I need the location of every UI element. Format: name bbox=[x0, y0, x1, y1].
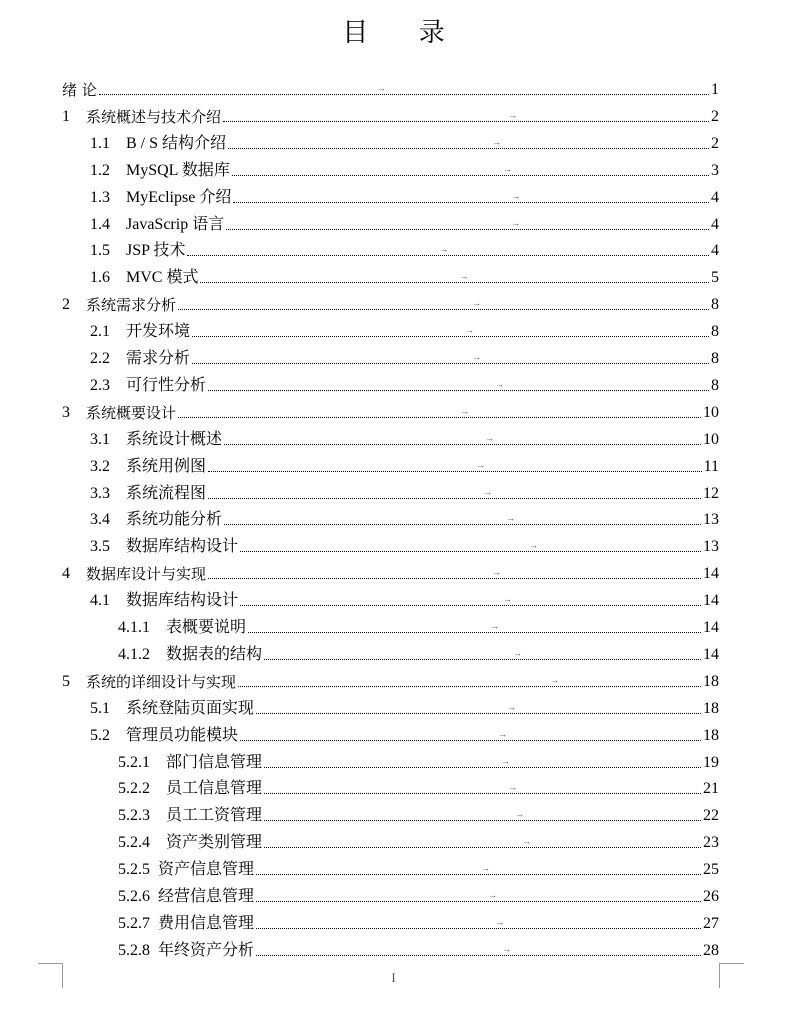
toc-entry-number: 2 bbox=[62, 296, 70, 314]
toc-entry[interactable] bbox=[118, 910, 719, 934]
toc-entry-page: 26 bbox=[703, 888, 719, 905]
toc-dot-leader bbox=[224, 513, 701, 525]
toc-entry-label: B / S 结构介绍 bbox=[126, 134, 227, 152]
toc-entry-page: 4 bbox=[711, 188, 719, 206]
toc-entry-number: 2.2 bbox=[90, 350, 110, 367]
toc-dot-leader bbox=[256, 916, 701, 929]
toc-dot-leader bbox=[178, 298, 709, 310]
toc-entry-page: 10 bbox=[703, 403, 719, 421]
toc-entry[interactable] bbox=[118, 775, 719, 799]
toc-entry-label: 经营信息管理 bbox=[158, 888, 255, 905]
toc-entry-number: 3.2 bbox=[90, 457, 110, 475]
toc-entry-page: 12 bbox=[703, 484, 719, 502]
toc-entry-label: 系统登陆页面实现 bbox=[126, 699, 255, 717]
tab-mark-icon: → bbox=[522, 836, 532, 847]
page-title: 目 录 bbox=[342, 18, 467, 47]
toc-entry-page: 1 bbox=[711, 81, 719, 98]
toc-entry-number: 3.4 bbox=[90, 511, 110, 529]
toc-dot-leader bbox=[208, 378, 709, 391]
toc-dot-leader bbox=[208, 486, 701, 499]
toc-entry[interactable] bbox=[90, 722, 719, 746]
toc-dot-leader bbox=[228, 136, 709, 149]
toc-entry-label: 管理员功能模块 bbox=[126, 726, 239, 744]
toc-entry-number: 3.5 bbox=[90, 538, 110, 556]
tab-mark-icon: → bbox=[465, 325, 475, 336]
toc-entry-page: 14 bbox=[703, 592, 719, 610]
toc-entry-label: 开发环境 bbox=[126, 323, 191, 341]
toc-entry[interactable] bbox=[90, 533, 719, 557]
toc-dot-leader bbox=[99, 83, 709, 95]
toc-entry-page: 4 bbox=[711, 242, 719, 260]
toc-entry[interactable] bbox=[118, 802, 719, 826]
tab-mark-icon: → bbox=[550, 674, 560, 685]
toc-entry-label: 资产信息管理 bbox=[158, 861, 255, 879]
tab-mark-icon: → bbox=[483, 486, 493, 497]
tab-mark-icon: → bbox=[492, 567, 502, 578]
toc-entry-page: 13 bbox=[703, 511, 719, 529]
toc-entry-page: 14 bbox=[703, 619, 719, 636]
toc-entry-page: 2 bbox=[711, 134, 719, 152]
toc-entry-number: 1 bbox=[62, 107, 70, 125]
toc-entry-page: 2 bbox=[711, 107, 719, 125]
toc-dot-leader bbox=[192, 352, 709, 364]
toc-dot-leader bbox=[226, 217, 709, 230]
toc-entry-number: 5.2.5 bbox=[118, 861, 150, 879]
toc-entry[interactable] bbox=[62, 668, 719, 692]
toc-entry-label: 系统用例图 bbox=[126, 457, 207, 475]
toc-entry-number: 4.1.1 bbox=[118, 619, 150, 636]
toc-entry-page: 18 bbox=[703, 726, 719, 744]
toc-dot-leader bbox=[232, 163, 709, 176]
page-number-footer: I bbox=[391, 970, 396, 985]
tab-mark-icon: → bbox=[529, 540, 539, 551]
toc-entry-page: 10 bbox=[703, 430, 719, 448]
toc-dot-leader bbox=[192, 325, 709, 337]
tab-mark-icon: → bbox=[492, 136, 502, 147]
toc-entry-label: MVC 模式 bbox=[126, 269, 199, 287]
toc-entry-number: 3.3 bbox=[90, 484, 110, 502]
toc-entry[interactable] bbox=[90, 318, 719, 342]
toc-entry-label: 系统概要设计 bbox=[86, 403, 177, 422]
toc-entry-number: 1.2 bbox=[90, 161, 110, 179]
toc-entry-label: 系统需求分析 bbox=[86, 296, 177, 315]
toc-dot-leader bbox=[256, 890, 701, 902]
toc-entry-number: 1.4 bbox=[90, 215, 110, 233]
toc-dot-leader bbox=[256, 701, 701, 714]
toc-entry-number: 4.1.2 bbox=[118, 645, 150, 663]
toc-dot-leader bbox=[208, 459, 702, 472]
toc-entry-number: 2.1 bbox=[90, 323, 110, 341]
tab-mark-icon: → bbox=[476, 459, 486, 470]
tab-mark-icon: → bbox=[508, 782, 518, 793]
toc-entry-page: 27 bbox=[703, 914, 719, 932]
toc-entry-number: 5.2.6 bbox=[118, 888, 150, 905]
toc-entry[interactable] bbox=[90, 237, 719, 261]
toc-dot-leader bbox=[233, 190, 709, 203]
tab-mark-icon: → bbox=[459, 271, 469, 282]
toc-entry-label: 数据表的结构 bbox=[166, 645, 263, 663]
toc-dot-leader bbox=[240, 728, 701, 741]
tab-mark-icon: → bbox=[490, 621, 500, 631]
toc-entry-number: 3.1 bbox=[90, 430, 110, 448]
toc-entry-number: 4.1 bbox=[90, 592, 110, 610]
toc-entry[interactable] bbox=[118, 856, 719, 880]
toc-dot-leader bbox=[200, 271, 709, 283]
toc-entry[interactable] bbox=[90, 157, 719, 181]
tab-mark-icon: → bbox=[495, 378, 505, 389]
toc-dot-leader bbox=[208, 567, 701, 579]
tab-mark-icon: → bbox=[481, 863, 491, 874]
toc-entry-label: 员工信息管理 bbox=[166, 780, 263, 798]
toc-entry[interactable] bbox=[90, 506, 719, 530]
toc-entry[interactable] bbox=[118, 829, 719, 853]
toc-entry-label: JSP 技术 bbox=[126, 242, 186, 260]
toc-entry[interactable] bbox=[90, 587, 719, 611]
toc-entry[interactable] bbox=[62, 76, 719, 100]
toc-entry-page: 14 bbox=[703, 565, 719, 583]
toc-entry[interactable] bbox=[90, 264, 719, 288]
toc-entry-number: 5.2 bbox=[90, 726, 110, 744]
toc-entry[interactable] bbox=[118, 641, 719, 665]
toc-entry-page: 18 bbox=[703, 699, 719, 717]
toc-entry-page: 28 bbox=[703, 941, 719, 959]
tab-mark-icon: → bbox=[513, 647, 523, 658]
toc-dot-leader bbox=[264, 809, 701, 821]
toc-dot-leader bbox=[178, 405, 701, 418]
toc-entry-number: 5.2.8 bbox=[118, 941, 150, 959]
toc-dot-leader bbox=[264, 755, 701, 768]
toc-dot-leader bbox=[187, 244, 709, 256]
tab-mark-icon: → bbox=[506, 513, 516, 524]
toc-entry-page: 14 bbox=[703, 645, 719, 663]
toc-entry-page: 19 bbox=[703, 753, 719, 771]
toc-entry-number: 5.2.2 bbox=[118, 780, 150, 798]
toc-entry[interactable] bbox=[90, 130, 719, 154]
toc-dot-leader bbox=[248, 621, 701, 633]
toc-entry[interactable] bbox=[90, 695, 719, 719]
toc-entry-page: 8 bbox=[711, 296, 719, 314]
tab-mark-icon: → bbox=[495, 916, 505, 927]
toc-entry[interactable] bbox=[62, 103, 719, 127]
toc-entry-label: 部门信息管理 bbox=[166, 753, 263, 771]
toc-entry-page: 4 bbox=[711, 215, 719, 233]
toc-entry[interactable] bbox=[90, 184, 719, 208]
toc-dot-leader bbox=[224, 432, 701, 445]
toc-dot-leader bbox=[264, 782, 701, 794]
toc-entry-page: 11 bbox=[703, 457, 719, 475]
toc-entry-page: 8 bbox=[711, 350, 719, 367]
tab-mark-icon: → bbox=[501, 755, 511, 766]
toc-entry-page: 3 bbox=[711, 161, 719, 179]
toc-entry-number: 5 bbox=[62, 672, 70, 690]
toc-entry-label: 数据库结构设计 bbox=[126, 592, 239, 610]
toc-entry-label: 年终资产分析 bbox=[158, 941, 255, 959]
tab-mark-icon: → bbox=[460, 405, 470, 416]
toc-entry-label: 系统流程图 bbox=[126, 484, 207, 502]
toc-entry-label: 绪 论 bbox=[62, 81, 97, 99]
toc-entry-number: 1.6 bbox=[90, 269, 110, 287]
toc-entry[interactable] bbox=[90, 211, 719, 235]
toc-entry-number: 3 bbox=[62, 403, 70, 421]
toc-entry-label: JavaScrip 语言 bbox=[126, 215, 225, 233]
toc-entry-number: 5.2.1 bbox=[118, 753, 150, 771]
toc-entry-label: MySQL 数据库 bbox=[126, 161, 230, 179]
toc-entry-label: MyEclipse 介绍 bbox=[126, 188, 232, 206]
toc-entry[interactable] bbox=[90, 345, 719, 369]
toc-entry-page: 21 bbox=[703, 780, 719, 798]
toc-entry-page: 25 bbox=[703, 861, 719, 879]
toc-dot-leader bbox=[240, 594, 701, 606]
toc-entry-number: 5.2.7 bbox=[118, 914, 150, 932]
toc-entry-page: 8 bbox=[711, 323, 719, 341]
tab-mark-icon: → bbox=[376, 83, 386, 93]
toc-entry-number: 1.5 bbox=[90, 242, 110, 260]
toc-dot-leader bbox=[238, 674, 701, 687]
tab-mark-icon: → bbox=[508, 109, 518, 120]
toc-entry[interactable] bbox=[118, 937, 719, 961]
tab-mark-icon: → bbox=[502, 163, 512, 174]
toc-entry[interactable] bbox=[90, 372, 719, 396]
toc-entry-label: 数据库结构设计 bbox=[126, 538, 239, 556]
toc-entry-number: 2.3 bbox=[90, 376, 110, 394]
tab-mark-icon: → bbox=[507, 701, 517, 712]
tab-mark-icon: → bbox=[439, 244, 449, 255]
tab-mark-icon: → bbox=[488, 890, 498, 900]
toc-entry-number: 1.1 bbox=[90, 134, 110, 152]
toc-entry-page: 5 bbox=[711, 269, 719, 287]
toc-dot-leader bbox=[264, 836, 701, 848]
toc-entry-number: 1.3 bbox=[90, 188, 110, 206]
toc-entry[interactable] bbox=[90, 453, 719, 477]
tab-mark-icon: → bbox=[515, 809, 525, 820]
toc-entry-label: 系统设计概述 bbox=[126, 430, 223, 448]
toc-entry-label: 系统的详细设计与实现 bbox=[86, 672, 237, 691]
toc-entry-page: 23 bbox=[703, 834, 719, 852]
toc-entry-page: 13 bbox=[703, 538, 719, 556]
toc-entry-label: 资产类别管理 bbox=[166, 834, 263, 852]
toc-dot-leader bbox=[256, 943, 701, 956]
toc-entry-label: 需求分析 bbox=[126, 350, 191, 367]
toc-entry[interactable] bbox=[62, 560, 719, 584]
toc-entry-label: 数据库设计与实现 bbox=[86, 565, 207, 584]
tab-mark-icon: → bbox=[502, 943, 512, 954]
toc-entry[interactable] bbox=[62, 399, 719, 423]
toc-entry[interactable] bbox=[118, 614, 719, 638]
toc-dot-leader bbox=[223, 109, 709, 122]
toc-entry-page: 8 bbox=[711, 376, 719, 394]
toc-entry-label: 可行性分析 bbox=[126, 376, 207, 394]
toc-entry[interactable] bbox=[118, 749, 719, 773]
toc-entry-number: 5.2.3 bbox=[118, 807, 150, 825]
toc-dot-leader bbox=[264, 647, 701, 660]
toc-entry-number: 4 bbox=[62, 565, 70, 583]
toc-entry[interactable] bbox=[90, 480, 719, 504]
toc-entry-page: 18 bbox=[703, 672, 719, 690]
tab-mark-icon: → bbox=[511, 217, 521, 228]
tab-mark-icon: → bbox=[498, 728, 508, 739]
tab-mark-icon: → bbox=[503, 594, 513, 605]
toc-entry-label: 员工工资管理 bbox=[166, 807, 263, 825]
toc-entry-number: 5.2.4 bbox=[118, 834, 150, 852]
toc-dot-leader bbox=[240, 540, 701, 552]
tab-mark-icon: → bbox=[511, 190, 521, 201]
toc-entry-label: 系统概述与技术介绍 bbox=[86, 107, 222, 126]
tab-mark-icon: → bbox=[472, 298, 482, 309]
toc-entry-page: 22 bbox=[703, 807, 719, 825]
toc-entry[interactable] bbox=[118, 883, 719, 907]
tab-mark-icon: → bbox=[485, 432, 495, 443]
toc-entry[interactable] bbox=[62, 291, 719, 315]
toc-entry-label: 系统功能分析 bbox=[126, 511, 223, 529]
toc-entry[interactable] bbox=[90, 426, 719, 450]
toc-entry-label: 费用信息管理 bbox=[158, 914, 255, 932]
toc-entry-number: 5.1 bbox=[90, 699, 110, 717]
toc-dot-leader bbox=[256, 863, 701, 875]
toc-entry-label: 表概要说明 bbox=[166, 619, 247, 636]
tab-mark-icon: → bbox=[472, 352, 482, 362]
